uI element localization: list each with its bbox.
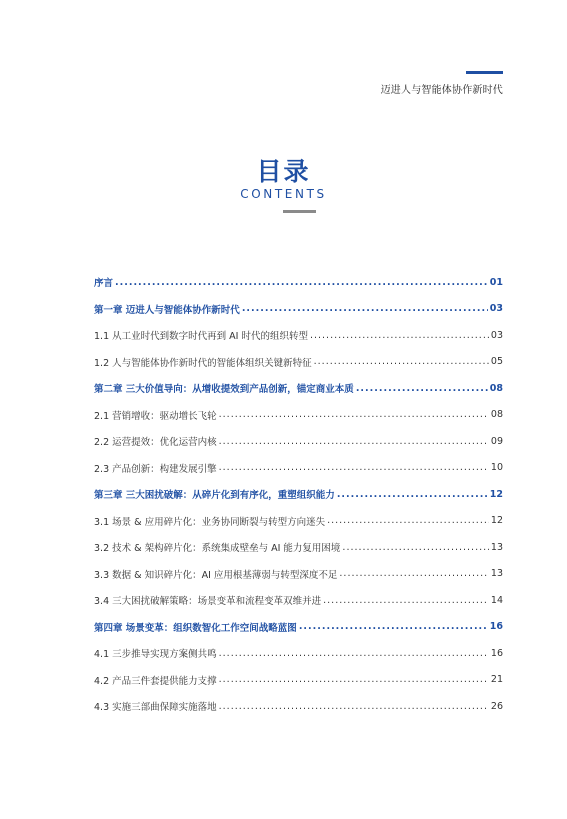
toc-leader-dots [314,356,489,367]
toc-section-entry[interactable] [94,640,503,667]
toc-leader-dots [219,648,489,659]
toc-leader-dots [242,303,488,314]
toc-chapter-entry[interactable] [94,296,503,323]
toc-entry-label: 2.3 产品创新：构建发展引擎 [94,463,217,475]
toc-entry-page: 12 [489,488,503,500]
toc-entry-label: 第二章 三大价值导向：从增收提效到产品创新，锚定商业本质 [94,384,354,396]
toc-subtitle: CONTENTS [240,187,327,201]
toc-entry-page: 21 [490,674,503,686]
toc-entry-page: 26 [490,700,503,712]
toc-leader-dots [356,383,488,394]
toc-chapter-entry[interactable] [94,481,503,508]
toc-entry-label: 4.1 三步推导实现方案侧共鸣 [94,649,217,661]
toc-entry-page: 12 [490,515,503,527]
toc-entry-label: 4.3 实施三部曲保障实施落地 [94,702,217,714]
toc-chapter-entry[interactable] [94,375,503,402]
toc-leader-dots [115,277,488,288]
toc-entry-label: 第三章 三大困扰破解：从碎片化到有序化，重塑组织能力 [94,490,335,502]
toc-leader-dots [342,542,488,553]
toc-section-entry[interactable] [94,508,503,535]
toc-section-entry[interactable] [94,534,503,561]
toc-entry-label: 第一章 迈进人与智能体协作新时代 [94,304,240,316]
header-title: 迈进人与智能体协作新时代 [380,85,503,96]
toc-entry-page: 10 [490,462,503,474]
toc-title: 目录 [256,157,311,186]
toc-entry-label: 序言 [94,278,114,290]
toc-leader-dots [219,674,489,685]
toc-leader-dots [339,568,489,579]
toc-entry-page: 16 [490,647,503,659]
table-of-contents [94,269,503,720]
toc-leader-dots [323,595,489,606]
toc-section-entry[interactable] [94,322,503,349]
toc-leader-dots [219,701,489,712]
toc-entry-page: 08 [490,409,503,421]
toc-entry-label: 2.1 营销增收：驱动增长飞轮 [94,410,217,422]
toc-leader-dots [299,621,488,632]
toc-entry-page: 03 [489,303,503,315]
toc-chapter-entry[interactable] [94,269,503,296]
toc-entry-label: 2.2 运营提效：优化运营内核 [94,437,217,449]
toc-entry-label: 4.2 产品三件套提供能力支撑 [94,675,217,687]
toc-entry-page: 08 [489,382,503,394]
title-underline [283,210,316,213]
toc-entry-page: 05 [490,356,503,368]
toc-entry-label: 3.2 技术 & 架构碎片化：系统集成壁垒与 AI 能力复用困境 [94,543,341,555]
toc-entry-label: 3.4 三大困扰破解策略：场景变革和流程变革双维并进 [94,596,322,608]
toc-leader-dots [337,489,488,500]
toc-section-entry[interactable] [94,455,503,482]
toc-entry-page: 14 [490,594,503,606]
header-accent-bar [466,71,503,74]
toc-section-entry[interactable] [94,587,503,614]
toc-chapter-entry[interactable] [94,614,503,641]
toc-leader-dots [327,515,489,526]
toc-entry-page: 13 [490,568,503,580]
toc-entry-label: 1.2 人与智能体协作新时代的智能体组织关键新特征 [94,357,312,369]
toc-entry-page: 09 [490,435,503,447]
toc-section-entry[interactable] [94,667,503,694]
toc-leader-dots [219,462,489,473]
toc-entry-label: 3.3 数据 & 知识碎片化：AI 应用根基薄弱与转型深度不足 [94,569,338,581]
toc-section-entry[interactable] [94,428,503,455]
toc-section-entry[interactable] [94,693,503,720]
toc-section-entry[interactable] [94,402,503,429]
toc-entry-page: 16 [489,621,503,633]
toc-section-entry[interactable] [94,561,503,588]
toc-entry-page: 01 [489,276,503,288]
toc-leader-dots [310,330,489,341]
toc-entry-label: 第四章 场景变革：组织数智化工作空间战略蓝图 [94,622,297,634]
toc-entry-page: 03 [490,329,503,341]
toc-leader-dots [219,409,489,420]
toc-section-entry[interactable] [94,349,503,376]
toc-entry-page: 13 [490,541,503,553]
toc-leader-dots [219,436,489,447]
toc-entry-label: 1.1 从工业时代到数字时代再到 AI 时代的组织转型 [94,331,308,343]
toc-entry-label: 3.1 场景 & 应用碎片化：业务协同断裂与转型方向迷失 [94,516,326,528]
